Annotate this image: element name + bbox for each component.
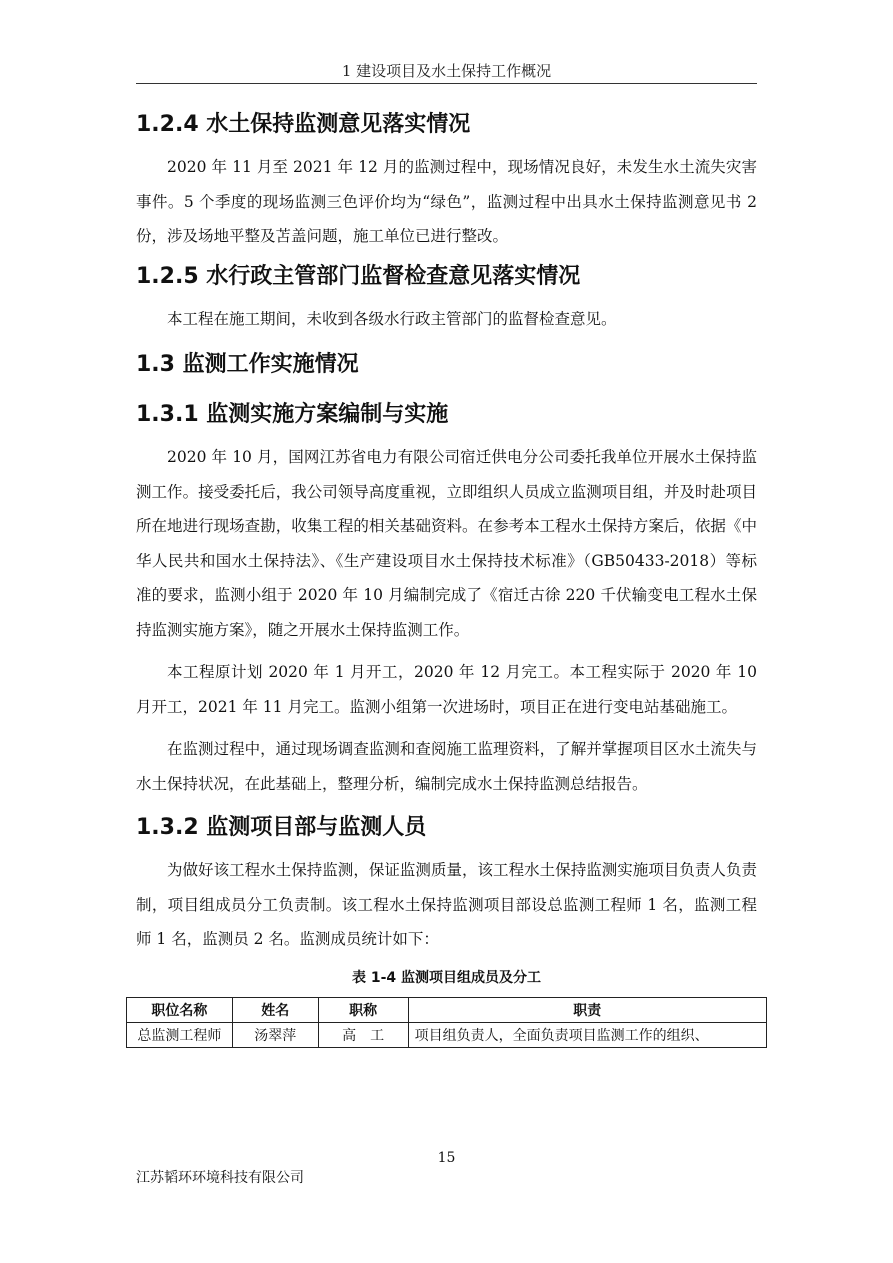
- page-content: [136, 100, 757, 1048]
- table-header-cell: 姓名: [232, 997, 318, 1022]
- running-header: 1 建设项目及水土保持工作概况: [341, 62, 552, 80]
- paragraph: 2020 年 11 月至 2021 年 12 月的监测过程中，现场情况良好，未发生水土流失灾害事件。5 个季度的现场监测三色评价均为“绿色”，监测过程中出具水土保持监测意见书 2 份，涉及场地平整及苫盖问题，施工单位已进行整改。: [136, 158, 757, 245]
- header-rule: [136, 83, 757, 84]
- table-header-cell: 职责: [408, 997, 766, 1022]
- table-cell: 汤翠萍: [232, 1022, 318, 1047]
- heading-1-3-2: 1.3.2 监测项目部与监测人员: [136, 815, 427, 840]
- staff-table: [126, 997, 767, 1048]
- heading-1-3-1: 1.3.1 监测实施方案编制与实施: [136, 402, 449, 427]
- paragraph: 本工程原计划 2020 年 1 月开工，2020 年 12 月完工。本工程实际于 2020 年 10 月开工，2021 年 11 月完工。监测小组第一次进场时，项目正在进行变电站基础施工。: [136, 663, 757, 716]
- footer-company: 江苏韬环环境科技有限公司: [136, 1170, 304, 1186]
- paragraph: 本工程在施工期间，未收到各级水行政主管部门的监督检查意见。: [167, 309, 617, 328]
- heading-1-3: 1.3 监测工作实施情况: [136, 352, 359, 377]
- table-caption: 表 1-4 监测项目组成员及分工: [351, 969, 542, 986]
- table-cell: 高 工: [318, 1022, 408, 1047]
- heading-1-2-4: 1.2.4 水土保持监测意见落实情况: [136, 112, 471, 137]
- table-header-row: [127, 997, 767, 1022]
- heading-1-2-5: 1.2.5 水行政主管部门监督检查意见落实情况: [136, 263, 581, 289]
- table-cell: 总监测工程师: [127, 1022, 233, 1047]
- paragraph: 为做好该工程水土保持监测，保证监测质量，该工程水土保持监测实施项目负责人负责制，项目组成员分工负责制。该工程水土保持监测项目部设总监测工程师 1 名，监测工程师 1 名，监测员 2 名。监测成员统计如下：: [136, 861, 757, 948]
- table-cell: 项目组负责人，全面负责项目监测工作的组织、: [408, 1022, 766, 1047]
- paragraph: 2020 年 10 月，国网江苏省电力有限公司宿迁供电分公司委托我单位开展水土保持监测工作。接受委托后，我公司领导高度重视，立即组织人员成立监测项目组，并及时赴项目所在地进行现场查勘，收集工程的相关基础资料。在参考本工程水土保持方案后，依据《中华人民共和国水土保持法》、《生产建设项目水土保持技术标准》（GB50433-2018）等标准的要求，监测小组于 2020 年 10 月编制完成了《宿迁古徐 220 千伏输变电工程水土保持监测实施方案》，随之开展水土保持监测工作。: [136, 448, 757, 639]
- table-row: [127, 1022, 767, 1047]
- table-header-cell: 职位名称: [127, 997, 233, 1022]
- table-header-cell: 职称: [318, 997, 408, 1022]
- page-number: 15: [437, 1150, 456, 1166]
- paragraph: 在监测过程中，通过现场调查监测和查阅施工监理资料，了解并掌握项目区水土流失与水土保持状况，在此基础上，整理分析，编制完成水土保持监测总结报告。: [136, 740, 757, 793]
